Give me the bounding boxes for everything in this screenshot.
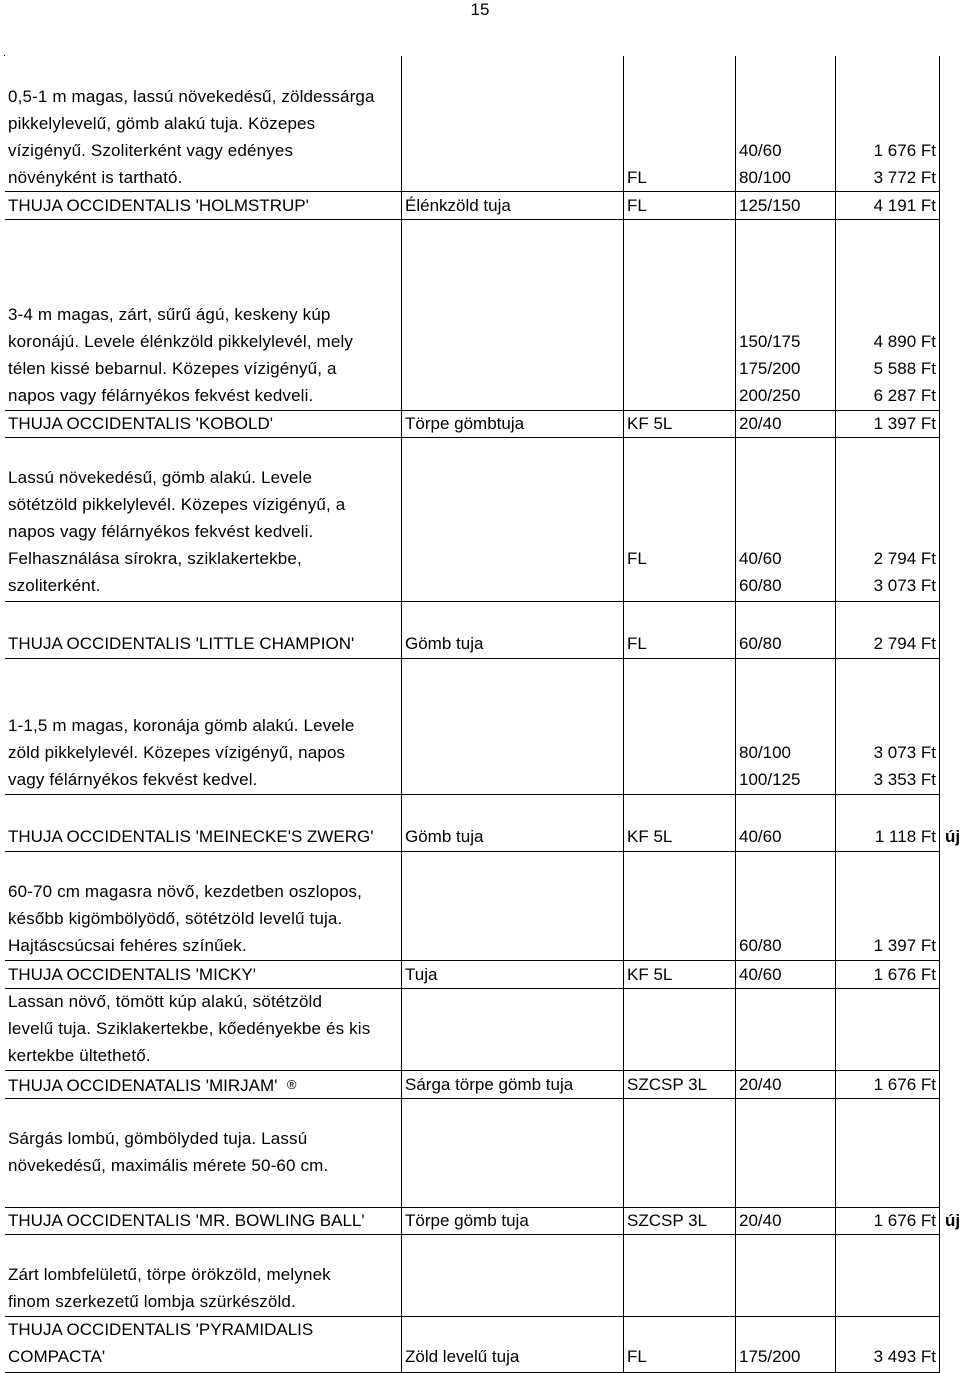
common-name-cell [402, 56, 624, 191]
product-name: THUJA OCCIDENTALIS 'MR. BOWLING BALL' [8, 1211, 365, 1230]
size-cell [736, 659, 836, 794]
description-cell [5, 220, 402, 410]
price-cell [836, 438, 940, 601]
price-cell [836, 1071, 940, 1098]
price-value: 1 118 Ft [874, 827, 936, 846]
size-value: 150/175 [739, 332, 801, 351]
table-row [5, 1235, 940, 1317]
container-value: KF 5L [627, 827, 673, 846]
product-name-cell [5, 192, 402, 219]
common-name-cell [402, 192, 624, 219]
container-cell [624, 56, 736, 191]
container-value: KF 5L [627, 965, 673, 984]
container-value: FL [627, 634, 647, 653]
table-row [5, 852, 940, 961]
price-cell [836, 1099, 940, 1207]
container-cell [624, 1071, 736, 1098]
price-value: 3 073 Ft [873, 576, 936, 595]
description-line: Zárt lombfelületű, törpe örökzöld, melynek [8, 1265, 331, 1284]
product-name-cell [5, 1071, 402, 1098]
table-row [5, 602, 940, 659]
table-row [5, 1099, 940, 1208]
new-tag: új [945, 1211, 960, 1230]
common-name: Élénkzöld tuja [405, 196, 511, 215]
common-name: Tuja [405, 965, 438, 984]
price-cell [836, 56, 940, 191]
description-line: pikkelylevelű, gömb alakú tuja. Közepes [8, 114, 316, 133]
size-value: 40/60 [739, 549, 782, 568]
table-row [5, 192, 940, 220]
description-line: Sárgás lombú, gömbölyded tuja. Lassú [8, 1129, 308, 1148]
description-line: koronájú. Levele élénkzöld pikkelylevél, mely [8, 332, 354, 351]
size-value: 175/200 [739, 1347, 801, 1366]
description-cell [5, 1099, 402, 1207]
size-cell [736, 795, 836, 851]
size-cell [736, 220, 836, 410]
description-line: finom szerkezetű lombja szürkészöld. [8, 1292, 296, 1311]
price-cell [836, 411, 940, 437]
container-cell [624, 1317, 736, 1372]
price-value: 5 588 Ft [873, 359, 936, 378]
size-value: 40/60 [739, 141, 782, 160]
product-name-cell [5, 411, 402, 437]
table-row [5, 1317, 940, 1373]
price-value: 6 287 Ft [873, 386, 936, 405]
description-line: sötétzöld pikkelylevél. Közepes vízigényű, a [8, 495, 346, 514]
product-name: THUJA OCCIDENTALIS 'PYRAMIDALIS [8, 1320, 314, 1339]
common-name-cell [402, 961, 624, 988]
description-line: Felhasználása sírokra, sziklakertekbe, [8, 549, 302, 568]
description-line: Lassan növő, tömött kúp alakú, sötétzöld [8, 992, 323, 1011]
common-name-cell [402, 852, 624, 960]
size-value: 80/100 [739, 743, 791, 762]
common-name-cell [402, 1317, 624, 1372]
price-cell [836, 989, 940, 1070]
common-name-cell [402, 1099, 624, 1207]
description-cell [5, 56, 402, 191]
container-cell [624, 852, 736, 960]
price-value: 4 890 Ft [873, 332, 936, 351]
price-value: 1 676 Ft [873, 141, 936, 160]
description-line: később kigömbölyödő, sötétzöld levelű tuja. [8, 909, 343, 928]
size-value: 40/60 [739, 965, 782, 984]
description-line: szoliterként. [8, 576, 101, 595]
common-name-cell [402, 220, 624, 410]
description-line: levelű tuja. Sziklakertekbe, kőedényekbe és kis [8, 1019, 371, 1038]
product-name-text: THUJA OCCIDENATALIS 'MIRJAM' [8, 1076, 278, 1095]
price-value: 1 676 Ft [873, 965, 936, 984]
size-cell [736, 56, 836, 191]
product-name: THUJA OCCIDENTALIS 'MEINECKE'S ZWERG' [8, 827, 374, 846]
description-line: Lassú növekedésű, gömb alakú. Levele [8, 468, 313, 487]
common-name: Törpe gömb tuja [405, 1211, 529, 1230]
container-value: SZCSP 3L [627, 1075, 708, 1094]
size-cell [736, 961, 836, 988]
container-cell [624, 1235, 736, 1316]
container-cell [624, 795, 736, 851]
size-cell [736, 192, 836, 219]
price-cell [836, 795, 940, 851]
table-row [5, 1071, 940, 1099]
common-name-cell [402, 602, 624, 658]
price-cell [836, 1208, 940, 1234]
price-cell [836, 220, 940, 410]
price-value: 3 493 Ft [873, 1347, 936, 1366]
size-cell [736, 989, 836, 1070]
size-cell [736, 1235, 836, 1316]
container-value: FL [627, 549, 647, 568]
size-cell [736, 1317, 836, 1372]
common-name-cell [402, 1071, 624, 1098]
table-row [5, 961, 940, 989]
description-line: napos vagy félárnyékos fekvést kedveli. [8, 522, 314, 541]
table-row [5, 411, 940, 438]
common-name: Gömb tuja [405, 634, 484, 653]
table-row [5, 1208, 960, 1235]
container-value: FL [627, 1347, 647, 1366]
size-cell [736, 1208, 836, 1234]
size-cell [736, 602, 836, 658]
common-name-cell [402, 1235, 624, 1316]
price-cell [836, 659, 940, 794]
price-cell [836, 852, 940, 960]
size-cell [736, 1099, 836, 1207]
size-value: 60/80 [739, 576, 782, 595]
container-cell [624, 1208, 736, 1234]
size-cell [736, 1071, 836, 1098]
price-value: 1 397 Ft [873, 936, 936, 955]
common-name: Sárga törpe gömb tuja [405, 1075, 574, 1094]
container-cell [624, 1099, 736, 1207]
price-cell [836, 602, 940, 658]
container-cell [624, 438, 736, 601]
description-line: zöld pikkelylevél. Közepes vízigényű, napos [8, 743, 346, 762]
product-name: COMPACTA' [8, 1347, 106, 1366]
size-value: 200/250 [739, 386, 801, 405]
description-cell [5, 989, 402, 1070]
description-cell [5, 852, 402, 960]
common-name-cell [402, 795, 624, 851]
product-name: THUJA OCCIDENTALIS 'LITTLE CHAMPION' [8, 634, 355, 653]
description-line: növekedésű, maximális mérete 50-60 cm. [8, 1156, 329, 1175]
size-value: 60/80 [739, 634, 782, 653]
container-cell [624, 602, 736, 658]
description-line: Hajtáscsúcsai fehéres színűek. [8, 936, 247, 955]
product-name-cell [5, 1208, 402, 1234]
size-value: 40/60 [739, 827, 782, 846]
container-cell [624, 961, 736, 988]
container-cell [624, 411, 736, 437]
table-row [5, 56, 940, 192]
product-name [8, 1075, 296, 1096]
description-line: napos vagy félárnyékos fekvést kedveli. [8, 386, 314, 405]
common-name-cell [402, 989, 624, 1070]
description-line: 3-4 m magas, zárt, sűrű ágú, keskeny kúp [8, 305, 331, 324]
container-cell [624, 220, 736, 410]
container-cell [624, 659, 736, 794]
size-value: 20/40 [739, 1075, 782, 1094]
registered-mark: ® [286, 1077, 297, 1092]
price-value: 1 676 Ft [873, 1075, 936, 1094]
size-value: 100/125 [739, 770, 801, 789]
product-name: THUJA OCCIDENTALIS 'KOBOLD' [8, 414, 274, 433]
new-tag: új [945, 827, 960, 846]
common-name: Törpe gömbtuja [405, 414, 525, 433]
common-name: Gömb tuja [405, 827, 484, 846]
product-name-cell [5, 961, 402, 988]
price-value: 1 676 Ft [873, 1211, 936, 1230]
description-cell [5, 438, 402, 601]
description-line: kertekbe ültethető. [8, 1046, 151, 1065]
container-value: SZCSP 3L [627, 1211, 708, 1230]
description-line: 0,5-1 m magas, lassú növekedésű, zöldessárga [8, 87, 375, 106]
description-line: vízigényű. Szoliterként vagy edényes [8, 141, 294, 160]
product-name-cell [5, 1317, 402, 1372]
size-cell [736, 852, 836, 960]
table-row [5, 989, 940, 1071]
price-value: 2 794 Ft [873, 549, 936, 568]
common-name-cell [402, 1208, 624, 1234]
price-value: 3 353 Ft [873, 770, 936, 789]
size-value: 20/40 [739, 414, 782, 433]
description-line: 1-1,5 m magas, koronája gömb alakú. Levele [8, 716, 355, 735]
container-cell [624, 989, 736, 1070]
product-name-cell [5, 602, 402, 658]
price-value: 1 397 Ft [873, 414, 936, 433]
price-table [4, 55, 960, 1366]
description-cell [5, 659, 402, 794]
price-value: 2 794 Ft [873, 634, 936, 653]
container-value: FL [627, 196, 647, 215]
size-value: 125/150 [739, 196, 801, 215]
description-line: 60-70 cm magasra növő, kezdetben oszlopos, [8, 882, 363, 901]
price-cell [836, 192, 940, 219]
description-line: növényként is tartható. [8, 168, 183, 187]
size-cell [736, 411, 836, 437]
price-cell [836, 1235, 940, 1316]
description-cell [5, 1235, 402, 1316]
product-name-cell [5, 795, 402, 851]
container-value: FL [627, 168, 647, 187]
container-cell [624, 192, 736, 219]
description-line: télen kissé bebarnul. Közepes vízigényű, a [8, 359, 337, 378]
price-cell [836, 961, 940, 988]
product-name: THUJA OCCIDENTALIS 'HOLMSTRUP' [8, 196, 309, 215]
price-value: 3 772 Ft [873, 168, 936, 187]
table-row [5, 220, 940, 411]
size-value: 20/40 [739, 1211, 782, 1230]
price-value: 3 073 Ft [873, 743, 936, 762]
table-row [5, 795, 960, 852]
table-row [5, 438, 940, 602]
common-name-cell [402, 438, 624, 601]
common-name: Zöld levelű tuja [405, 1347, 520, 1366]
product-name: THUJA OCCIDENTALIS 'MICKY' [8, 965, 256, 984]
container-value: KF 5L [627, 414, 673, 433]
table-row [5, 659, 940, 795]
common-name-cell [402, 411, 624, 437]
size-cell [736, 438, 836, 601]
size-value: 80/100 [739, 168, 791, 187]
size-value: 60/80 [739, 936, 782, 955]
size-value: 175/200 [739, 359, 801, 378]
page-number: 15 [470, 0, 490, 19]
description-line: vagy félárnyékos fekvést kedvel. [8, 770, 258, 789]
common-name-cell [402, 659, 624, 794]
price-cell [836, 1317, 940, 1372]
price-value: 4 191 Ft [873, 196, 936, 215]
